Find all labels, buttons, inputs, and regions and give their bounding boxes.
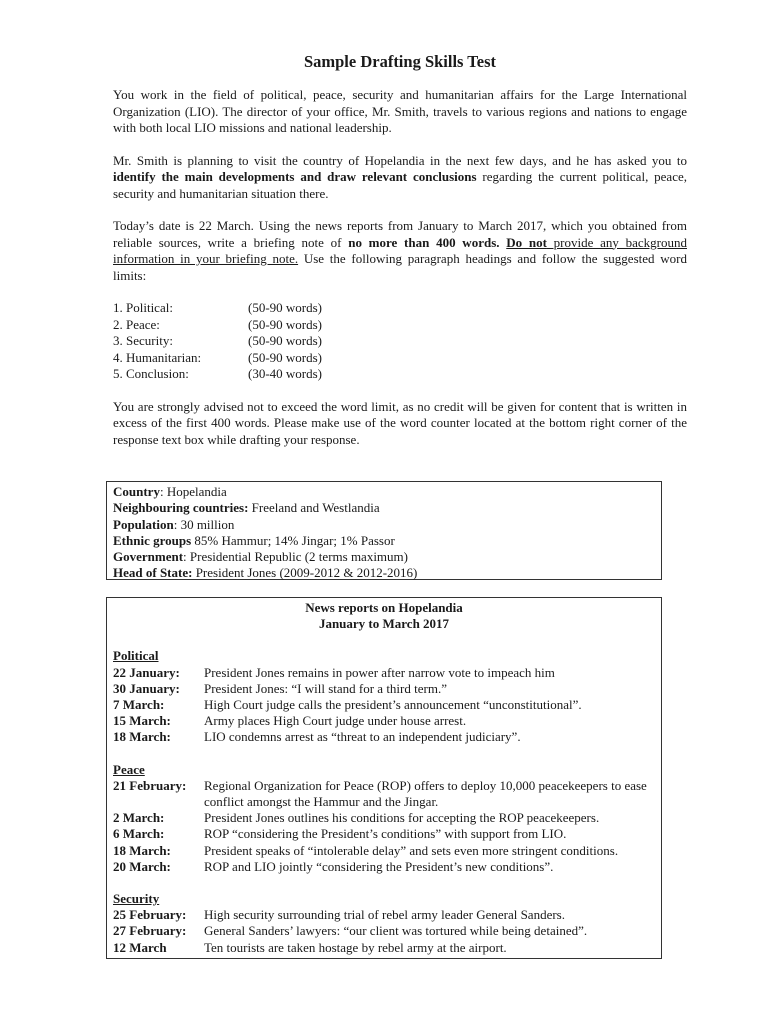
advice-paragraph: You are strongly advised not to exceed the word limit, as no credit will be given for content that is written in excess of the first 400 words. Please make use of the word counter located at the bottom right corner of the response text box while drafting your response.	[113, 398, 687, 447]
entry-date: 2 March:	[113, 810, 165, 826]
instructions-text-end: Use the following paragraph headings and follow the suggested word limits:	[113, 251, 687, 283]
entry-text: ROP “considering the President’s conditions” with support from LIO.	[204, 826, 567, 842]
entry-date: 20 March:	[113, 858, 171, 874]
limit-value: (50-90 words)	[248, 300, 323, 315]
background-warning-underlined: provide any background information in your briefing note.	[113, 234, 687, 266]
limit-label: 5. Conclusion:	[113, 366, 189, 381]
list-item	[113, 940, 655, 956]
word-limit-bold: no more than 400 words.	[348, 234, 500, 250]
limit-label: 1. Political:	[113, 300, 173, 315]
entry-text: ROP and LIO jointly “considering the President’s new conditions”.	[204, 858, 554, 874]
fact-value: President Jones (2009-2012 & 2012-2016)	[195, 565, 418, 581]
fact-sep: :	[159, 484, 167, 499]
limit-value: (50-90 words)	[248, 333, 323, 348]
entry-text: President speaks of “intolerable delay” and sets even more stringent conditions.	[204, 842, 619, 858]
news-heading: News reports on Hopelandia	[305, 600, 463, 615]
list-item	[113, 697, 655, 713]
list-item	[113, 366, 687, 383]
document-page	[113, 50, 687, 448]
fact-key: Population	[113, 516, 174, 532]
entry-text: President Jones: “I will stand for a third term.”	[204, 680, 447, 696]
entry-date: 15 March:	[113, 713, 171, 729]
entry-date: 21 February:	[113, 777, 187, 793]
news-subheading: January to March 2017	[318, 616, 450, 632]
limit-label: 2. Peace:	[113, 316, 160, 332]
fact-row	[113, 565, 661, 581]
fact-key: Government	[113, 549, 184, 565]
entry-date: 22 January:	[113, 664, 180, 680]
limit-value: (50-90 words)	[248, 316, 323, 332]
limit-label: 3. Security:	[113, 333, 173, 348]
fact-row	[113, 517, 661, 533]
limit-label: 4. Humanitarian:	[113, 349, 202, 365]
entry-text: Army places High Court judge under house arrest.	[204, 713, 467, 729]
fact-key: Neighbouring countries:	[113, 500, 249, 516]
list-item	[113, 729, 655, 745]
instructions-text-start: Today’s date is 22 March. Using the news reports from January to March 2017, which you obtained from reliable sources, write a briefing note	[113, 218, 687, 250]
entry-text: Ten tourists are taken hostage by rebel army at the airport.	[204, 939, 507, 955]
list-item	[113, 843, 655, 859]
list-item	[113, 665, 655, 681]
entry-date: 25 February:	[113, 907, 187, 923]
section-title: Political	[113, 648, 159, 664]
task-paragraph	[113, 153, 687, 203]
fact-sep: :	[173, 516, 181, 532]
list-item	[113, 826, 655, 842]
intro-paragraph: You work in the field of political, peace, security and humanitarian affairs for the Large International Organization (LIO). The director of your office, Mr. Smith, travels to various regions and nations to engage with both local LIO missions and national leadership.	[113, 87, 687, 135]
list-item	[113, 300, 687, 317]
fact-value: Presidential Republic (2 terms maximum)	[189, 549, 408, 565]
fact-key: Country	[113, 484, 160, 499]
instructions-paragraph	[113, 218, 687, 284]
task-text-end: regarding the current political, peace, security and humanitarian situation there.	[113, 169, 687, 201]
list-item	[113, 778, 655, 810]
news-section-political	[113, 648, 655, 745]
entry-text: President Jones outlines his conditions for accepting the ROP peacekeepers.	[204, 810, 600, 826]
entry-text: High security surrounding trial of rebel army leader General Sanders.	[204, 907, 565, 923]
fact-row	[113, 484, 661, 500]
fact-key: Ethnic groups	[113, 532, 192, 548]
task-text-bold: identify the main developments and draw relevant conclusions	[113, 169, 477, 184]
fact-value: Hopelandia	[166, 484, 227, 499]
list-item	[113, 350, 687, 367]
entry-date: 12 March	[113, 939, 167, 955]
list-item	[113, 713, 655, 729]
list-item	[113, 907, 655, 923]
do-not-underlined: Do not	[506, 234, 547, 250]
word-limits-list	[113, 300, 687, 383]
list-item	[113, 681, 655, 697]
fact-row	[113, 500, 661, 516]
fact-value: 30 million	[180, 516, 235, 532]
entry-date: 30 January:	[113, 680, 180, 696]
list-item	[113, 333, 687, 350]
news-section-peace	[113, 762, 655, 875]
news-section-security	[113, 891, 655, 956]
news-reports-box	[106, 597, 662, 959]
fact-row	[113, 549, 661, 565]
entry-date: 6 March:	[113, 826, 165, 842]
entry-date: 18 March:	[113, 842, 171, 858]
instructions-of: of	[330, 234, 349, 250]
list-item	[113, 859, 655, 875]
limit-value: (50-90 words)	[248, 349, 323, 365]
entry-text: High Court judge calls the president’s announcement “unconstitutional”.	[204, 697, 582, 713]
entry-text: General Sanders’ lawyers: “our client was tortured while being detained”.	[204, 923, 588, 939]
entry-date: 7 March:	[113, 697, 165, 713]
entry-date: 27 February:	[113, 923, 187, 939]
limit-value: (30-40 words)	[248, 366, 323, 381]
entry-date: 18 March:	[113, 729, 171, 745]
task-text-start: Mr. Smith is planning to visit the country of Hopelandia in the next few days, and he has asked you to	[113, 152, 687, 168]
entry-text: Regional Organization for Peace (ROP) offers to deploy 10,000 peacekeepers to ease conflict amongst the Hammur and the Jingar.	[204, 777, 647, 810]
fact-value: 85% Hammur; 14% Jingar; 1% Passor	[194, 532, 395, 548]
list-item	[113, 923, 655, 939]
fact-sep: :	[183, 549, 190, 565]
fact-key: Head of State:	[113, 565, 193, 581]
document-title: Sample Drafting Skills Test	[303, 52, 497, 71]
section-title: Peace	[113, 761, 145, 777]
list-item	[113, 317, 687, 334]
section-title: Security	[113, 891, 160, 907]
fact-value: Freeland and Westlandia	[251, 500, 380, 516]
fact-row	[113, 533, 661, 549]
list-item	[113, 810, 655, 826]
entry-text: President Jones remains in power after narrow vote to impeach him	[204, 664, 555, 680]
country-facts-box	[106, 481, 662, 580]
entry-text: LIO condemns arrest as “threat to an independent judiciary”.	[204, 729, 521, 745]
